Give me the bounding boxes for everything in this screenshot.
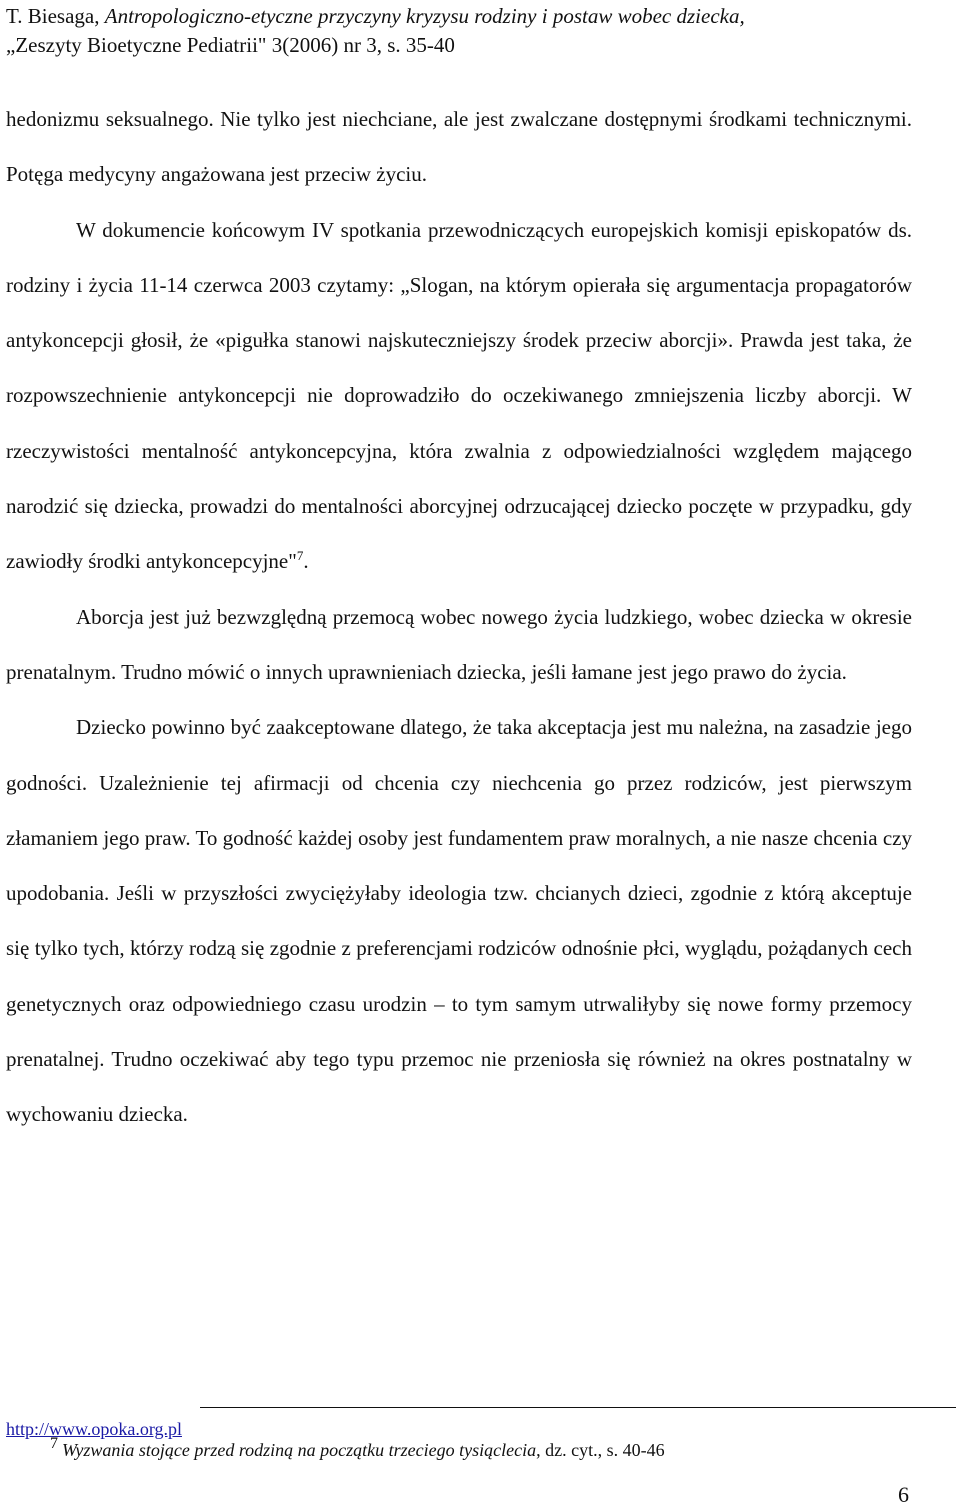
footnote-7 (50, 1435, 930, 1462)
footnote-citation: , dz. cyt., s. 40-46 (536, 1440, 665, 1460)
paragraph-2-end: . (303, 549, 309, 574)
paragraph-2-text: W dokumencie końcowym IV spotkania przewodniczących europejskich komisji episkopatów ds. rodziny i życia 11-14 czerwca 2003 czytamy: „Slogan, na którym opierała się argumentacja propagatorów antykoncepcji głosił, że «pigułka stanowi najskuteczniejszy środek przeciw aborcji». Prawda jest taka, że rozpowszechnienie antykoncepcji nie doprowadziło do oczekiwanego zmniejszenia liczby aborcji. W rzeczywistości mentalność antykoncepcyjna, która zwalnia z odpowiedzialności względem mającego narodzić się dziecka, prowadzi do mentalności aborcyjnej odrzucającej dziecko poczęte w przypadku, gdy zawiodły środki antykoncepcyjne" (6, 217, 912, 574)
running-header (6, 2, 946, 60)
footnote-number: 7 (50, 1435, 58, 1452)
body-text (6, 92, 912, 1143)
footnote-ref-7: 7 (296, 548, 304, 564)
footnote-title: Wyzwania stojące przed rodziną na początku trzeciego tysiąclecia (62, 1440, 537, 1460)
paragraph-3: Aborcja jest już bezwzględną przemocą wobec nowego życia ludzkiego, wobec dziecka w okresie prenatalnym. Trudno mówić o innych uprawnieniach dziecka, jeśli łamane jest jego prawo do życia. (6, 604, 912, 684)
paragraph-4: Dziecko powinno być zaakceptowane dlatego, że taka akceptacja jest mu należna, na zasadzie jego godności. Uzależnienie tej afirmacji od chcenia czy niechcenia go przez rodziców, jest pierwszym złamaniem jego praw. To godność każdej osoby jest fundamentem praw moralnych, a nie nasze chcenia czy upodobania. Jeśli w przyszłości zwyciężyłaby ideologia tzw. chcianych dzieci, zgodnie z którą akceptuje się tylko tych, którzy rodzą się zgodnie z preferencjami rodziców odnośnie płci, wyglądu, pożądanych cech genetycznych oraz odpowiedniego czasu urodzin – to tym samym utrwaliłyby się nowe formy przemocy prenatalnej. Trudno oczekiwać aby tego typu przemoc nie przeniosła się również na okres postnatalny w wychowaniu dziecka. (6, 715, 912, 1127)
footnote-divider (200, 1407, 956, 1408)
page-number: 6 (898, 1482, 909, 1507)
paragraph-1: hedonizmu seksualnego. Nie tylko jest niechciane, ale jest zwalczane dostępnymi środkami technicznymi. Potęga medycyny angażowana jest przeciw życiu. (6, 107, 912, 187)
opoka-link[interactable]: http://www.opoka.org.pl (6, 1419, 182, 1439)
paragraph-2 (6, 203, 912, 590)
header-title: Antropologiczno-etyczne przyczyny kryzysu rodziny i postaw wobec dziecka, (104, 4, 745, 28)
header-source: „Zeszyty Bioetyczne Pediatrii" 3(2006) nr 3, s. 35-40 (6, 33, 455, 57)
header-author: T. Biesaga, (6, 4, 105, 28)
